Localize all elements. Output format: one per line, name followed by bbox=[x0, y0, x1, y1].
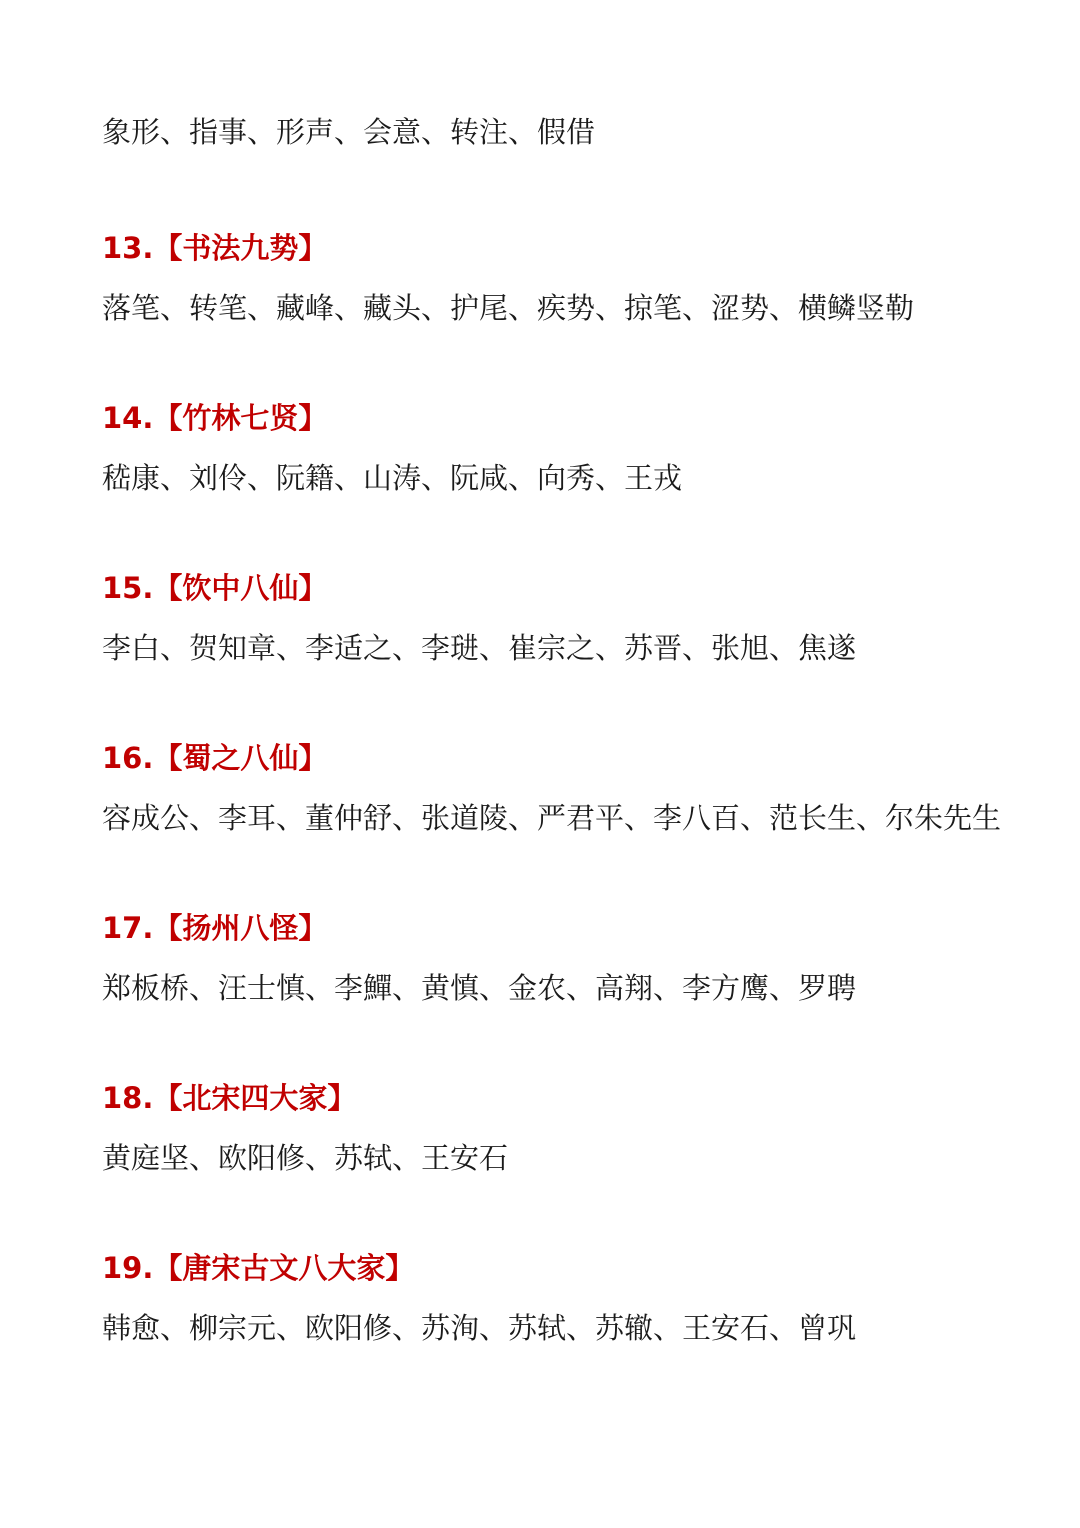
section-heading bbox=[102, 738, 1062, 778]
section-15 bbox=[102, 568, 1062, 672]
section-content: 郑板桥、汪士慎、李鱓、黄慎、金农、高翔、李方鹰、罗聘 bbox=[102, 971, 857, 1005]
section-content: 韩愈、柳宗元、欧阳修、苏洵、苏轼、苏辙、王安石、曾巩 bbox=[102, 1311, 857, 1345]
section-18 bbox=[102, 1078, 1062, 1182]
section-heading bbox=[102, 228, 1062, 268]
section-heading bbox=[102, 908, 1062, 948]
section-17 bbox=[102, 908, 1062, 1012]
section-title: 【蜀之八仙】 bbox=[153, 741, 328, 775]
section-title: 【扬州八怪】 bbox=[153, 911, 328, 945]
section-number: 14. bbox=[102, 401, 154, 435]
section-14 bbox=[102, 398, 1062, 502]
section-number: 17. bbox=[102, 911, 154, 945]
section-title: 【竹林七贤】 bbox=[153, 401, 328, 435]
section-number: 18. bbox=[102, 1081, 154, 1115]
section-heading bbox=[102, 1248, 1062, 1288]
section-title: 【书法九势】 bbox=[153, 231, 328, 265]
section-title: 【北宋四大家】 bbox=[153, 1081, 357, 1115]
section-number: 16. bbox=[102, 741, 154, 775]
section-16 bbox=[102, 738, 1062, 842]
intro-line: 象形、指事、形声、会意、转注、假借 bbox=[102, 115, 596, 149]
section-heading bbox=[102, 1078, 1062, 1118]
section-content: 李白、贺知章、李适之、李琎、崔宗之、苏晋、张旭、焦遂 bbox=[102, 631, 857, 665]
section-heading bbox=[102, 398, 1062, 438]
section-title: 【饮中八仙】 bbox=[153, 571, 328, 605]
section-number: 15. bbox=[102, 571, 154, 605]
section-13 bbox=[102, 228, 1062, 332]
section-number: 13. bbox=[102, 231, 154, 265]
section-content: 黄庭坚、欧阳修、苏轼、王安石 bbox=[102, 1141, 509, 1175]
section-content: 嵇康、刘伶、阮籍、山涛、阮咸、向秀、王戎 bbox=[102, 461, 683, 495]
section-title: 【唐宋古文八大家】 bbox=[153, 1251, 415, 1285]
section-content: 容成公、李耳、董仲舒、张道陵、严君平、李八百、范长生、尔朱先生 bbox=[102, 801, 1002, 835]
section-heading bbox=[102, 568, 1062, 608]
section-19 bbox=[102, 1248, 1062, 1352]
section-number: 19. bbox=[102, 1251, 154, 1285]
section-content: 落笔、转笔、藏峰、藏头、护尾、疾势、掠笔、涩势、横鳞竖勒 bbox=[102, 291, 915, 325]
